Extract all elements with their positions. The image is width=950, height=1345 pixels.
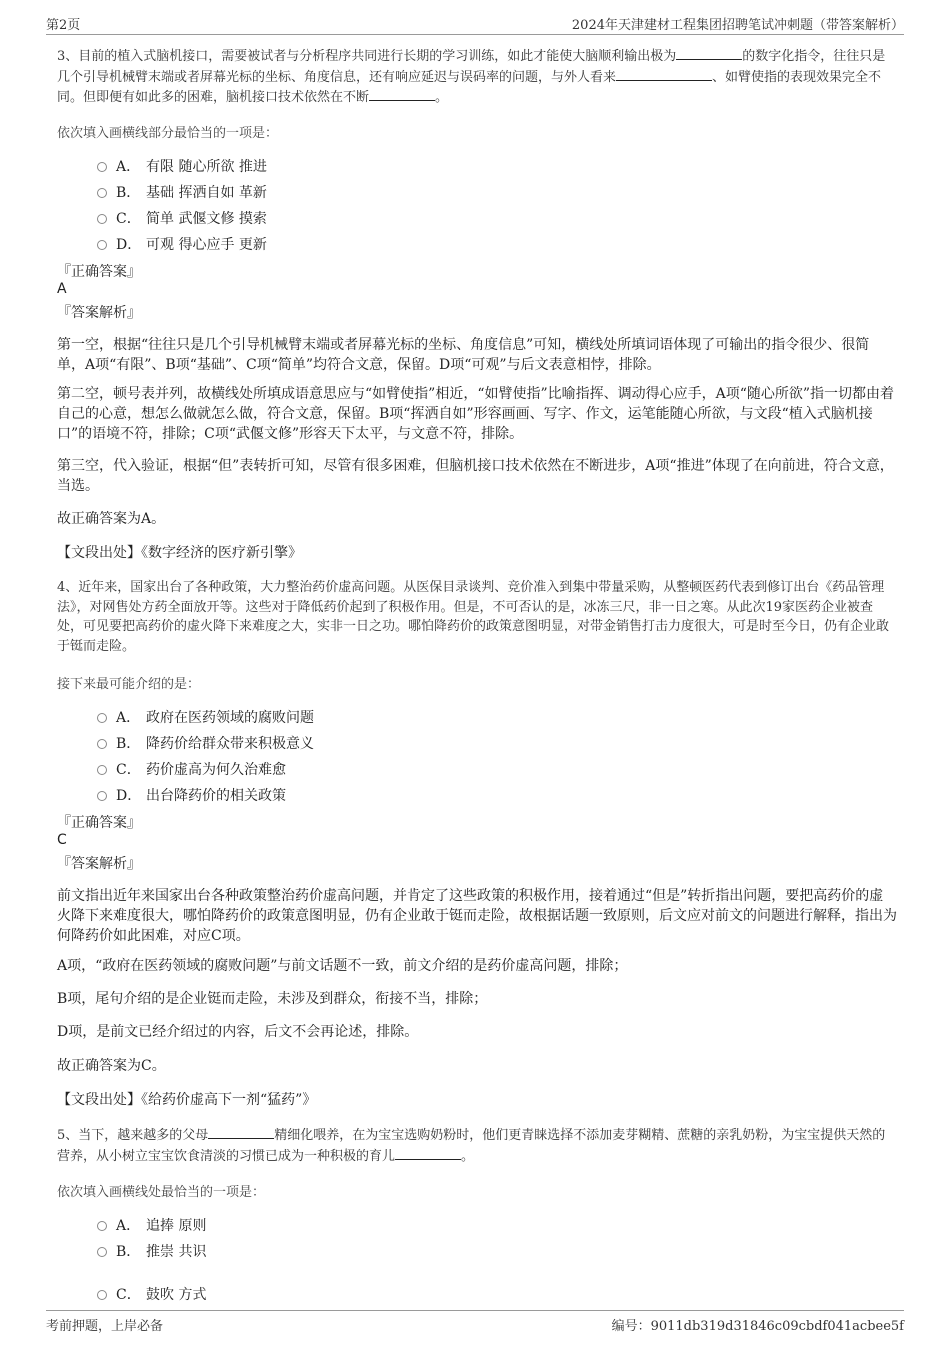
question-4-instruction: 接下来最可能介绍的是： (57, 677, 201, 692)
document-id: 编号：9011db319d31846c09cbdf041acbee5f (611, 1319, 904, 1334)
answer-blank (395, 1146, 461, 1160)
source-citation: 【文段出处】《给药价虚高下一剂“猛药”》 (57, 1092, 317, 1108)
q4-option-a[interactable]: A． 政府在医药领域的腐败问题 (97, 707, 314, 727)
analysis-paragraph: B项，尾句介绍的是企业铤而走险，未涉及到群众，衔接不当，排除； (57, 991, 488, 1007)
analysis-paragraph: 故正确答案为A。 (57, 511, 166, 527)
correct-answer: A (57, 281, 67, 297)
question-4-text: 4、近年来，国家出台了各种政策，大力整治药价虚高问题。从医保目录谈判、竞价准入到集中带量采购，从整顿医药代表到修订出台《药品管理法》，对网售处方药全面放开等。这些对于降低药价起到了积极作用。但是，不可否认的是，冰冻三尺，非一日之寒。从此次19家医药企业被查处，可见要把高药价的虚火降下来难度之大，实非一日之功。哪怕降药价的政策意图明显，对带金销售打击力度很大，可是时至今日，仍有企业敢于铤而走险。 (57, 580, 890, 654)
answer-blank (369, 87, 435, 101)
question-3-instruction: 依次填入画横线部分最恰当的一项是： (57, 126, 279, 141)
analysis-label: 『答案解析』 (57, 305, 141, 321)
source-citation: 【文段出处】《数字经济的医疗新引擎》 (57, 545, 302, 561)
q5-option-a[interactable]: A． 追捧 原则 (97, 1215, 206, 1235)
analysis-label: 『答案解析』 (57, 856, 141, 872)
correct-answer: C (57, 832, 67, 848)
radio-icon[interactable] (97, 214, 107, 224)
document-title: 2024年天津建材工程集团招聘笔试冲刺题（带答案解析） (571, 18, 904, 33)
analysis-paragraph: A项，“政府在医药领域的腐败问题”与前文话题不一致，前文介绍的是药价虚高问题，排除； (57, 958, 628, 974)
radio-icon[interactable] (97, 765, 107, 775)
radio-icon[interactable] (97, 240, 107, 250)
analysis-paragraph: 第一空，根据“往往只是几个引导机械臂末端或者屏幕光标的坐标、角度信息”可知，横线处所填词语体现了可输出的指令很少、很简单，A项“有限”、B项“基础”、C项“简单”均符合文意，保留。D项“可观”与后文表意相悖，排除。 (57, 337, 870, 373)
analysis-paragraph: 第三空，代入验证，根据“但”表转折可知，尽管有很多困难，但脑机接口技术依然在不断进步，A项“推进”体现了在向前进，符合文意，当选。 (57, 458, 894, 494)
answer-blank (208, 1125, 274, 1139)
q3-option-b[interactable]: B． 基础 挥洒自如 革新 (97, 182, 267, 202)
answer-label: 『正确答案』 (57, 815, 141, 831)
question-3-text: 3、目前的植入式脑机接口，需要被试者与分析程序共同进行长期的学习训练，如此才能使大脑顺利输出极为 的数字化指令，往往只是几个引导机械臂末端或者屏幕光标的坐标、角度信息，还有响应延迟与误码率的问题，与外人看来 、如臂使指的表现效果完全不同。但即便有如此多的困难，脑机接口技术依然在不断 。 (57, 46, 897, 108)
q5-option-c[interactable]: C． 鼓吹 方式 (97, 1284, 206, 1304)
analysis-paragraph: 前文指出近年来国家出台各种政策整治药价虚高问题，并肯定了这些政策的积极作用，接着通过“但是”转折指出问题，要把高药价的虚火降下来难度很大，哪怕降药价的政策意图明显，仍有企业敢于铤而走险，故根据话题一致原则，后文应对前文的问题进行解释，指出为何降药价如此困难，对应C项。 (57, 888, 897, 944)
radio-icon[interactable] (97, 1247, 107, 1257)
question-5-instruction: 依次填入画横线处最恰当的一项是： (57, 1185, 266, 1200)
radio-icon[interactable] (97, 1221, 107, 1231)
radio-icon[interactable] (97, 162, 107, 172)
answer-blank (616, 67, 712, 81)
page-header (46, 12, 904, 35)
q5-option-b[interactable]: B． 推崇 共识 (97, 1241, 206, 1261)
question-5-text: 5、当下，越来越多的父母 精细化喂养，在为宝宝选购奶粉时，他们更青睐选择不添加麦芽糊精、蔗糖的亲乳奶粉，为宝宝提供天然的营养，从小树立宝宝饮食清淡的习惯已成为一种积极的育儿 。 (57, 1125, 897, 1166)
q4-option-c[interactable]: C． 药价虚高为何久治难愈 (97, 759, 286, 779)
analysis-paragraph: 故正确答案为C。 (57, 1058, 166, 1074)
answer-label: 『正确答案』 (57, 264, 141, 280)
q4-option-b[interactable]: B． 降药价给群众带来积极意义 (97, 733, 314, 753)
analysis-paragraph: D项，是前文已经介绍过的内容，后文不会再论述，排除。 (57, 1024, 419, 1040)
footer-slogan: 考前押题，上岸必备 (46, 1319, 164, 1334)
question-5 (57, 1125, 897, 1166)
radio-icon[interactable] (97, 188, 107, 198)
radio-icon[interactable] (97, 713, 107, 723)
q4-option-d[interactable]: D． 出台降药价的相关政策 (97, 785, 286, 805)
question-3 (57, 46, 897, 108)
q3-option-c[interactable]: C． 简单 武偃文修 摸索 (97, 208, 267, 228)
answer-blank (676, 46, 742, 60)
page-number: 第2页 (46, 18, 81, 33)
q3-option-d[interactable]: D． 可观 得心应手 更新 (97, 234, 267, 254)
analysis-paragraph: 第二空，顿号表并列，故横线处所填成语意思应与“如臂使指”相近，“如臂使指”比喻指挥、调动得心应手，A项“随心所欲”指一切都由着自己的心意，想怎么做就怎么做，符合文意，保留。B项“挥洒自如”形容画画、写字、作文，运笔能随心所欲，与文段“植入式脑机接口”的语境不符，排除；C项“武偃文修”形容天下太平，与文意不符，排除。 (57, 386, 895, 442)
question-4 (57, 578, 897, 656)
q3-option-a[interactable]: A． 有限 随心所欲 推进 (97, 156, 267, 176)
radio-icon[interactable] (97, 791, 107, 801)
radio-icon[interactable] (97, 739, 107, 749)
radio-icon[interactable] (97, 1290, 107, 1300)
page-footer (46, 1310, 904, 1337)
